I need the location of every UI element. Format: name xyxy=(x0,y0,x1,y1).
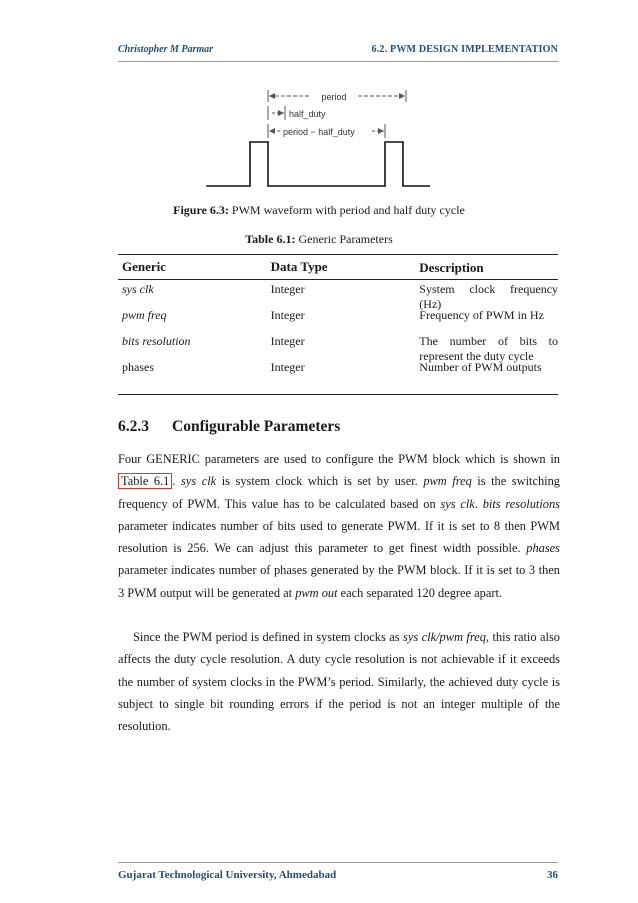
pwm-signal-trace xyxy=(206,142,430,186)
column-header-generic: Generic xyxy=(122,259,167,274)
text-run: is system clock which is set by user. xyxy=(216,474,424,489)
half-duty-label: half_duty xyxy=(289,109,326,119)
term-sys-clk: sys clk xyxy=(440,496,475,511)
header-divider xyxy=(118,61,558,62)
cell-type: Integer xyxy=(270,360,305,374)
cell-type: Integer xyxy=(270,334,305,348)
table-row xyxy=(118,280,559,311)
column-header-data-type: Data Type xyxy=(270,259,328,274)
cell-generic: phases xyxy=(122,360,154,374)
text-run: is the switching frequency of PWM. This value has to be calculated based on xyxy=(118,474,560,511)
column-header-description: Description xyxy=(419,259,484,275)
cell-type: Integer xyxy=(270,282,305,296)
text-run: . xyxy=(474,496,483,511)
period-minus-half-label: period − half_duty xyxy=(283,127,355,137)
section-title: Configurable Parameters xyxy=(172,418,341,435)
table-caption xyxy=(0,232,638,247)
footer-university: Gujarat Technological University, Ahmedabad xyxy=(118,869,337,881)
running-header-author: Christopher M Parmar xyxy=(118,44,214,55)
text-run: Since the PWM period is defined in system clocks as xyxy=(133,630,404,644)
section-heading xyxy=(118,418,340,436)
page-number: 36 xyxy=(547,869,558,881)
cell-description: System clock frequency (Hz) xyxy=(419,282,559,311)
table-caption-label: Table 6.1: xyxy=(245,232,296,246)
cell-generic: pwm freq xyxy=(122,308,167,322)
table-caption-text: Generic Parameters xyxy=(295,232,393,246)
text-run: Four GENERIC parameters are used to configure the PWM block which is shown in xyxy=(118,452,560,466)
figure-caption-text: PWM waveform with period and half duty cycle xyxy=(228,203,465,217)
pwm-waveform-diagram xyxy=(200,80,440,195)
term-sys-clk: sys clk xyxy=(181,474,217,489)
table-reference-link[interactable]: Table 6.1 xyxy=(118,473,172,489)
cell-description: The number of bits to represent the duty cycle xyxy=(419,334,559,363)
table-row xyxy=(118,358,558,394)
period-label: period xyxy=(321,92,347,102)
pwm-waveform-figure xyxy=(200,80,440,195)
term-bits-resolutions: bits resolutions xyxy=(482,496,560,511)
text-run: . xyxy=(172,474,182,489)
table-row xyxy=(118,332,559,363)
text-run: , this ratio also affects the duty cycle resolution. A duty cycle resolution is not achievable if it exceeds the number of system clocks in the PWM’s period. Similarly, the achieved duty cycle is subject to single bit rounding errors if the period is not an integer multiple of the resolution. xyxy=(118,630,560,734)
cell-generic: sys clk xyxy=(122,282,154,296)
figure-caption xyxy=(0,203,638,218)
table-header-row xyxy=(118,255,558,279)
term-pwm-out: pwm out xyxy=(295,585,338,600)
term-ratio: sys clk/pwm freq xyxy=(403,630,486,644)
paragraph-configurable-parameters xyxy=(118,448,560,604)
term-pwm-freq: pwm freq xyxy=(423,474,472,489)
term-phases: phases xyxy=(526,541,560,556)
table-bottom-rule xyxy=(118,394,558,395)
text-run: parameter indicates number of bits used to generate PWM. If it is set to 8 then PWM resolution is 256. We can adjust this parameter to get finest width possible. xyxy=(118,518,560,556)
running-header-section: 6.2. PWM DESIGN IMPLEMENTATION xyxy=(371,44,558,55)
generic-parameters-table xyxy=(118,254,558,395)
figure-caption-label: Figure 6.3: xyxy=(173,203,229,217)
table-row xyxy=(118,306,558,332)
cell-generic: bits resolution xyxy=(122,334,191,348)
paragraph-duty-cycle-resolution xyxy=(118,626,560,737)
text-run: each separated 120 degree apart. xyxy=(337,585,502,600)
cell-description: Number of PWM outputs xyxy=(419,360,542,374)
cell-type: Integer xyxy=(270,308,305,322)
footer-divider xyxy=(118,862,558,863)
text-run: parameter indicates number of phases generated by the PWM block. If it is set to 3 then 3 PWM output will be generated at xyxy=(118,563,560,600)
section-number: 6.2.3 xyxy=(118,418,149,435)
cell-description: Frequency of PWM in Hz xyxy=(419,308,544,322)
